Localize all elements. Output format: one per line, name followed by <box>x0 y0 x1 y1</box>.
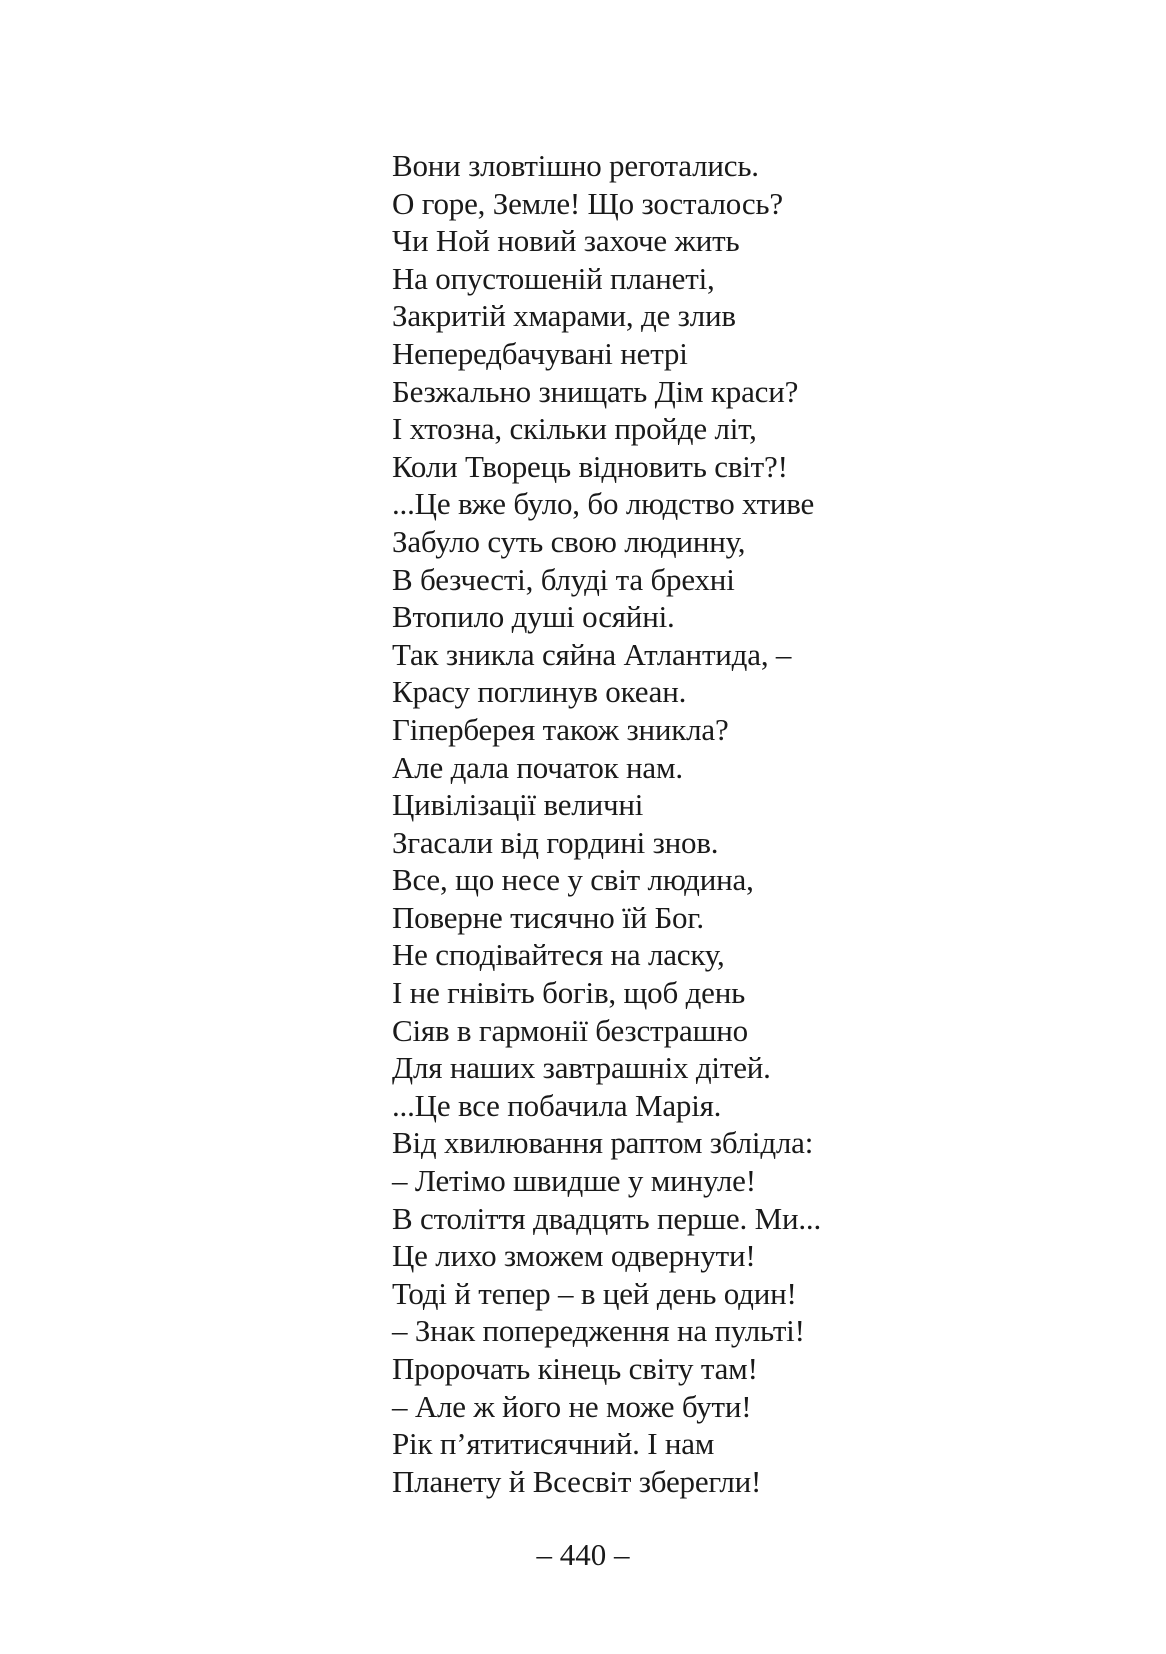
poem-line: Цивілізації величні <box>392 787 644 823</box>
poem-line: – Але ж його не може бути! <box>392 1388 752 1424</box>
poem-line: Вони зловтішно реготались. <box>392 148 759 183</box>
poem-line: Планету й Всесвіт зберегли! <box>392 1463 762 1499</box>
poem-line: В століття двадцять перше. Ми... <box>392 1200 821 1236</box>
poem-line: В безчесті, блуді та брехні <box>392 561 735 597</box>
poem-line: Рік п’ятитисячний. І нам <box>392 1426 715 1462</box>
poem-line: Забуло суть свою людинну, <box>392 523 746 559</box>
page-number: – 440 – <box>536 1537 630 1572</box>
poem-line: Так зникла сяйна Атлантида, – <box>392 636 792 672</box>
poem-line: Втопило душі осяйні. <box>392 599 675 635</box>
poem-line: Згасали від гордині знов. <box>392 824 719 860</box>
poem-line: – Летімо швидше у минуле! <box>392 1163 756 1199</box>
poem-line: Коли Творець відновить світ?! <box>392 448 788 484</box>
poem-line: Закритій хмарами, де злив <box>392 298 736 334</box>
poem-line: Для наших завтрашніх дітей. <box>392 1050 771 1086</box>
poem-line: На опустошеній планеті, <box>392 260 715 296</box>
poem-line: – Знак попередження на пульті! <box>392 1313 805 1349</box>
poem-line: Це лихо зможем одвернути! <box>392 1238 756 1274</box>
poem-line: ...Це вже було, бо людство хтиве <box>392 486 815 522</box>
poem-line: Сіяв в гармонії безстрашно <box>392 1012 748 1048</box>
poem-line: І не гнівіть богів, щоб день <box>392 975 746 1011</box>
poem-line: Непередбачувані нетрі <box>392 335 688 371</box>
poem-line: Красу поглинув океан. <box>392 674 687 710</box>
poem-line: ...Це все побачила Марія. <box>392 1087 722 1123</box>
poem-line: Пророчать кінець світу там! <box>392 1351 758 1386</box>
poem-line: Поверне тисячно їй Бог. <box>392 899 704 935</box>
poem-line: Безжально знищать Дім краси? <box>392 373 799 409</box>
poem-line: Тоді й тепер – в цей день один! <box>392 1275 797 1311</box>
poem-line: Не сподівайтеся на ласку, <box>392 937 725 973</box>
poem-line: О горе, Земле! Що зосталось? <box>392 185 783 221</box>
poem-line: Але дала початок нам. <box>392 749 683 785</box>
poem-line: Все, що несе у світ людина, <box>392 862 754 898</box>
poem-line: Чи Ной новий захоче жить <box>392 223 740 259</box>
poem-line: І хтозна, скільки пройде літ, <box>392 411 757 447</box>
poem-text <box>392 147 821 1500</box>
poem-line: Від хвилювання раптом зблідла: <box>392 1125 814 1161</box>
poem-line: Гіперберея також зникла? <box>392 711 729 747</box>
